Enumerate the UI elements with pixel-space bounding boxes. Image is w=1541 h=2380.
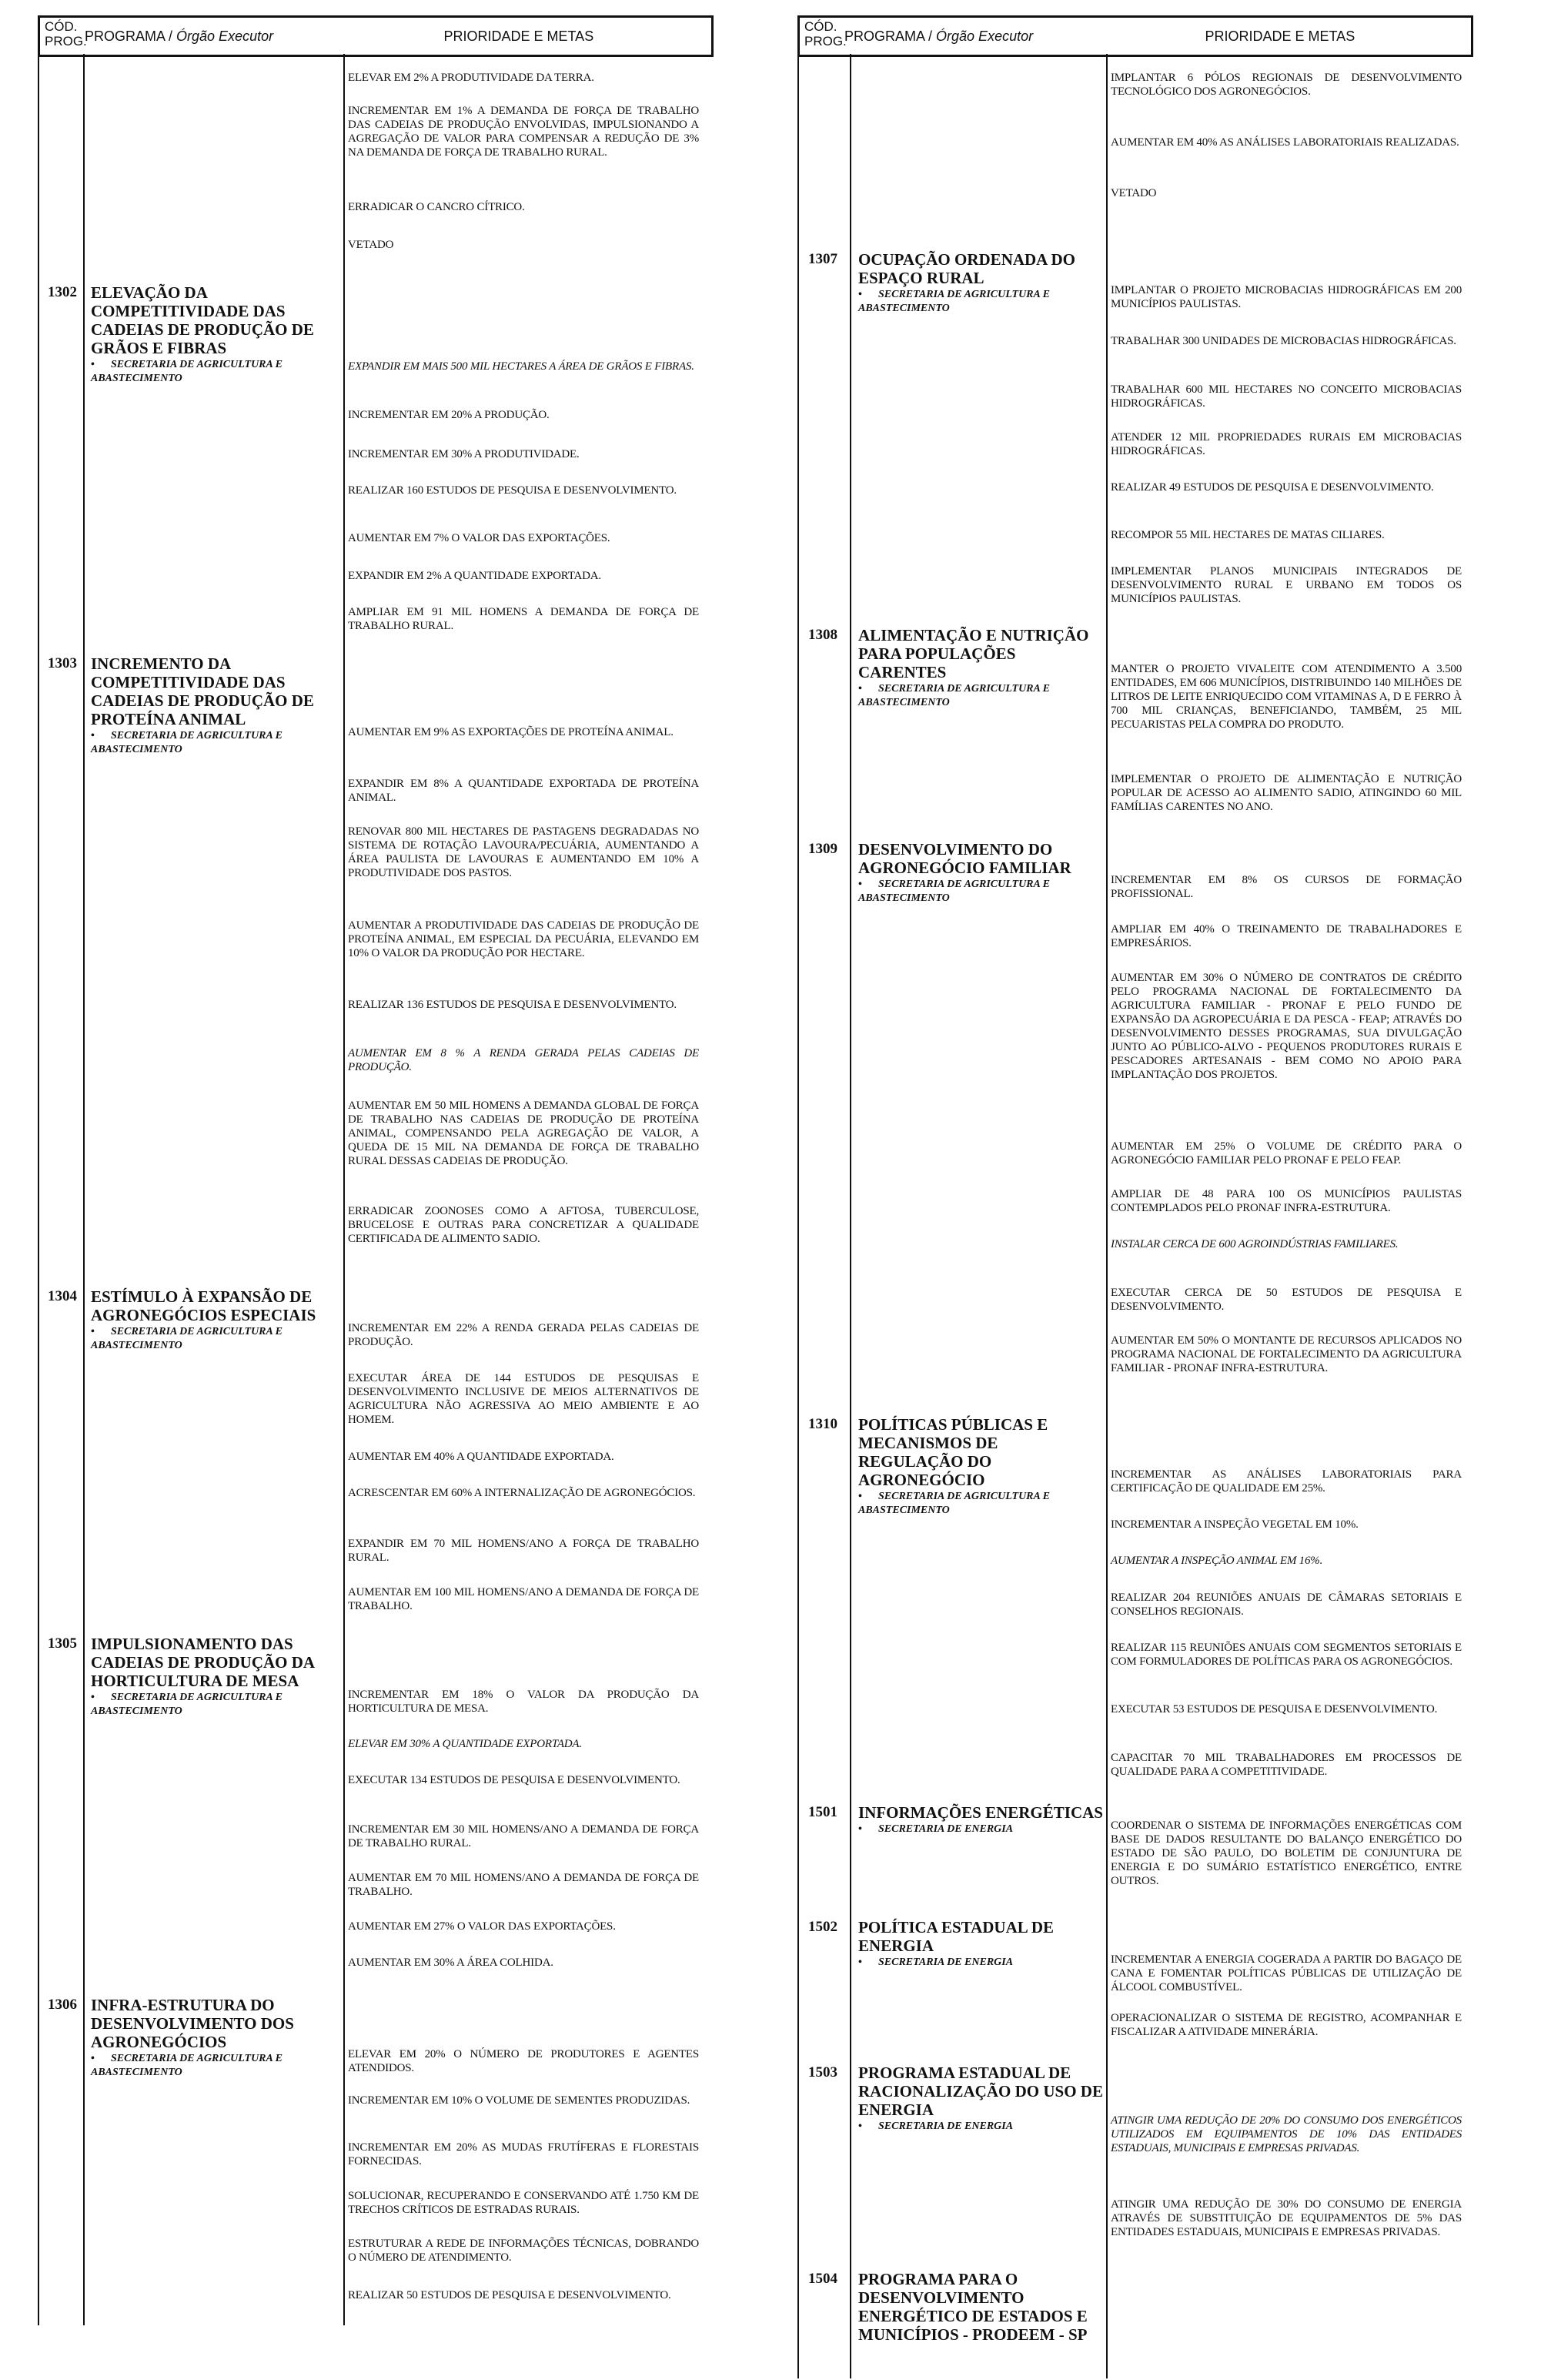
program-code: 1307	[808, 251, 837, 267]
program-block	[858, 626, 1103, 710]
program-title: ELEVAÇÃO DA COMPETITIVIDADE DAS CADEIAS DE PRODUÇÃO DE GRÃOS E FIBRAS	[91, 283, 314, 357]
organ-name: SECRETARIA DE AGRICULTURA E ABASTECIMENTO	[91, 1326, 282, 1351]
bullet-icon: •	[858, 2121, 862, 2132]
organ-name: SECRETARIA DE AGRICULTURA E ABASTECIMENTO	[858, 683, 1050, 708]
meta-item: ESTRUTURAR A REDE DE INFORMAÇÕES TÉCNICAS, DOBRANDO O NÚMERO DE ATENDIMENTO.	[348, 2238, 699, 2264]
organ-name: SECRETARIA DE ENERGIA	[878, 1823, 1014, 1835]
organ-name: SECRETARIA DE ENERGIA	[878, 2121, 1014, 2132]
program-code: 1308	[808, 627, 837, 643]
meta-item: EXPANDIR EM 70 MIL HOMENS/ANO A FORÇA DE TRABALHO RURAL.	[348, 1538, 699, 1564]
program-block	[858, 1415, 1103, 1518]
meta-item: IMPLANTAR O PROJETO MICROBACIAS HIDROGRÁFICAS EM 200 MUNICÍPIOS PAULISTAS.	[1111, 284, 1462, 310]
bullet-icon: •	[91, 359, 95, 370]
header-cod-label: CÓD.	[804, 19, 837, 34]
header-orgao-label: Órgão Executor	[936, 28, 1034, 44]
organ-name: SECRETARIA DE AGRICULTURA E ABASTECIMENTO	[91, 730, 282, 755]
meta-item: TRABALHAR 300 UNIDADES DE MICROBACIAS HIDROGRÁFICAS.	[1111, 335, 1456, 347]
meta-item: ERRADICAR ZOONOSES COMO A AFTOSA, TUBERCULOSE, BRUCELOSE E OUTRAS PARA CONCRETIZAR A QUALIDADE CERTIFICADA DE ALIMENTO SADIO.	[348, 1205, 699, 1245]
program-block	[858, 2270, 1103, 2344]
program-organ	[858, 1823, 1103, 1836]
program-title: OCUPAÇÃO ORDENADA DO ESPAÇO RURAL	[858, 250, 1075, 287]
header-orgao-label: Órgão Executor	[176, 28, 274, 44]
meta-item: VETADO	[348, 239, 394, 251]
program-code: 1304	[48, 1288, 77, 1304]
right-column-rule-1	[850, 54, 851, 2378]
meta-item: INCREMENTAR EM 8% OS CURSOS DE FORMAÇÃO PROFISSIONAL.	[1111, 874, 1462, 900]
meta-item: IMPLEMENTAR PLANOS MUNICIPAIS INTEGRADOS DE DESENVOLVIMENTO RURAL E URBANO EM TODOS OS MUNICÍPIOS PAULISTAS.	[1111, 565, 1462, 605]
right-column-rule-2	[1106, 54, 1108, 2378]
header-programa-label: PROGRAMA /	[85, 28, 177, 44]
meta-item: REALIZAR 49 ESTUDOS DE PESQUISA E DESENVOLVIMENTO.	[1111, 481, 1434, 494]
meta-item: EXECUTAR CERCA DE 50 ESTUDOS DE PESQUISA E DESENVOLVIMENTO.	[1111, 1287, 1462, 1313]
meta-item: EXECUTAR 53 ESTUDOS DE PESQUISA E DESENVOLVIMENTO.	[1111, 1703, 1438, 1716]
meta-item: ELEVAR EM 20% O NÚMERO DE PRODUTORES E AGENTES ATENDIDOS.	[348, 2048, 699, 2074]
meta-item: INCREMENTAR EM 20% A PRODUÇÃO.	[348, 409, 550, 421]
meta-item: INCREMENTAR EM 30% A PRODUTIVIDADE.	[348, 448, 580, 460]
organ-name: SECRETARIA DE AGRICULTURA E ABASTECIMENTO	[858, 1491, 1050, 1516]
meta-item: AUMENTAR EM 25% O VOLUME DE CRÉDITO PARA O AGRONEGÓCIO FAMILIAR PELO PRONAF E PELO FEAP.	[1111, 1140, 1462, 1167]
program-block	[858, 250, 1103, 316]
meta-item: COORDENAR O SISTEMA DE INFORMAÇÕES ENERGÉTICAS COM BASE DE DADOS RESULTANTE DO BALANÇO ENERGÉTICO DO ESTADO DE SÃO PAULO, DO BOLETIM DE CONJUNTURA DE ENERGIA E DO SUMÁRIO ESTATÍSTICO ENERGÉTICO, ENTRE OUTROS.	[1111, 1819, 1462, 1887]
program-block	[858, 840, 1103, 905]
meta-item: AUMENTAR EM 50% O MONTANTE DE RECURSOS APLICADOS NO PROGRAMA NACIONAL DE FORTALECIMENTO DA AGRICULTURA FAMILIAR - PRONAF INFRA-ESTRUTURA.	[1111, 1334, 1462, 1374]
meta-item: AUMENTAR EM 27% O VALOR DAS EXPORTAÇÕES.	[348, 1920, 616, 1933]
meta-item: ACRESCENTAR EM 60% A INTERNALIZAÇÃO DE AGRONEGÓCIOS.	[348, 1487, 696, 1499]
meta-item: EXPANDIR EM MAIS 500 MIL HECTARES A ÁREA DE GRÃOS E FIBRAS.	[348, 360, 694, 373]
meta-item: EXPANDIR EM 8% A QUANTIDADE EXPORTADA DE PROTEÍNA ANIMAL.	[348, 778, 699, 804]
bullet-icon: •	[858, 1823, 862, 1835]
program-organ	[858, 682, 1103, 710]
meta-item: REALIZAR 50 ESTUDOS DE PESQUISA E DESENVOLVIMENTO.	[348, 2289, 671, 2301]
meta-item: MANTER O PROJETO VIVALEITE COM ATENDIMENTO A 3.500 ENTIDADES, EM 606 MUNICÍPIOS, DISTRIBUINDO 140 MILHÕES DE LITROS DE LEITE ENRIQUECIDO COM VITAMINAS A, D E FERRO À 700 MIL CRIANÇAS, BENEFICIANDO, TAMBÉM, 25 MIL PECUARISTAS PELA COMPRA DO PRODUTO.	[1111, 663, 1462, 731]
meta-item: RENOVAR 800 MIL HECTARES DE PASTAGENS DEGRADADAS NO SISTEMA DE ROTAÇÃO LAVOURA/PECUÁRIA, AUMENTANDO A ÁREA PAULISTA DE LAVOURAS E AUMENTANDO EM 10% A PRODUTIVIDADE DOS PASTOS.	[348, 825, 699, 879]
meta-item: IMPLANTAR 6 PÓLOS REGIONAIS DE DESENVOLVIMENTO TECNOLÓGICO DOS AGRONEGÓCIOS.	[1111, 72, 1462, 98]
meta-item: AUMENTAR EM 30% A ÁREA COLHIDA.	[348, 1957, 553, 1969]
bullet-icon: •	[858, 1957, 862, 1968]
meta-item: IMPLEMENTAR O PROJETO DE ALIMENTAÇÃO E NUTRIÇÃO POPULAR DE ACESSO AO ALIMENTO SADIO, ATINGINDO 60 MIL FAMÍLIAS CARENTES NO ANO.	[1111, 773, 1462, 813]
header-cod-prog	[804, 19, 847, 49]
meta-item: AUMENTAR EM 100 MIL HOMENS/ANO A DEMANDA DE FORÇA DE TRABALHO.	[348, 1586, 699, 1612]
bullet-icon: •	[91, 1692, 95, 1703]
right-column-rule-0	[797, 54, 799, 2378]
meta-item: EXECUTAR ÁREA DE 144 ESTUDOS DE PESQUISAS E DESENVOLVIMENTO INCLUSIVE DE MEIOS ALTERNATIVOS DE AGRICULTURA NÃO AGRESSIVA AO MEIO AMBIENTE E AO HOMEM.	[348, 1372, 699, 1426]
bullet-icon: •	[91, 730, 95, 741]
organ-name: SECRETARIA DE AGRICULTURA E ABASTECIMENTO	[91, 1692, 282, 1717]
bullet-icon: •	[858, 683, 862, 695]
program-organ	[858, 2120, 1103, 2134]
program-title: POLÍTICAS PÚBLICAS E MECANISMOS DE REGULAÇÃO DO AGRONEGÓCIO	[858, 1415, 1048, 1489]
meta-item: AMPLIAR EM 91 MIL HOMENS A DEMANDA DE FORÇA DE TRABALHO RURAL.	[348, 606, 699, 632]
meta-item: AUMENTAR EM 7% O VALOR DAS EXPORTAÇÕES.	[348, 532, 610, 544]
program-title: INFORMAÇÕES ENERGÉTICAS	[858, 1803, 1103, 1822]
meta-item: AMPLIAR DE 48 PARA 100 OS MUNICÍPIOS PAULISTAS CONTEMPLADOS PELO PRONAF INFRA-ESTRUTURA.	[1111, 1188, 1462, 1214]
program-title: IMPULSIONAMENTO DAS CADEIAS DE PRODUÇÃO DA HORTICULTURA DE MESA	[91, 1635, 314, 1690]
meta-item: REALIZAR 160 ESTUDOS DE PESQUISA E DESENVOLVIMENTO.	[348, 484, 677, 497]
meta-item: AUMENTAR EM 8 % A RENDA GERADA PELAS CADEIAS DE PRODUÇÃO.	[348, 1047, 699, 1073]
program-organ	[858, 1956, 1103, 1970]
program-title: INCREMENTO DA COMPETITIVIDADE DAS CADEIAS DE PRODUÇÃO DE PROTEÍNA ANIMAL	[91, 654, 314, 728]
program-code: 1310	[808, 1416, 837, 1432]
meta-item: EXECUTAR 134 ESTUDOS DE PESQUISA E DESENVOLVIMENTO.	[348, 1774, 680, 1786]
header-programa-label: PROGRAMA /	[844, 28, 937, 44]
meta-item: AUMENTAR EM 40% A QUANTIDADE EXPORTADA.	[348, 1451, 614, 1463]
meta-item: INCREMENTAR AS ANÁLISES LABORATORIAIS PARA CERTIFICAÇÃO DE QUALIDADE EM 25%.	[1111, 1468, 1462, 1495]
meta-item: ERRADICAR O CANCRO CÍTRICO.	[348, 201, 525, 213]
program-title: PROGRAMA ESTADUAL DE RACIONALIZAÇÃO DO USO DE ENERGIA	[858, 2064, 1103, 2119]
meta-item: ATENDER 12 MIL PROPRIEDADES RURAIS EM MICROBACIAS HIDROGRÁFICAS.	[1111, 431, 1462, 457]
bullet-icon: •	[858, 1491, 862, 1502]
meta-item: REALIZAR 204 REUNIÕES ANUAIS DE CÂMARAS SETORIAIS E CONSELHOS REGIONAIS.	[1111, 1592, 1462, 1618]
program-title: DESENVOLVIMENTO DO AGRONEGÓCIO FAMILIAR	[858, 840, 1071, 877]
bullet-icon: •	[858, 879, 862, 890]
right-table-header	[797, 15, 1473, 57]
meta-item: AUMENTAR A PRODUTIVIDADE DAS CADEIAS DE PRODUÇÃO DE PROTEÍNA ANIMAL, EM ESPECIAL DA PECUÁRIA, ELEVANDO EM 10% O VALOR DA PRODUÇÃO POR HECTARE.	[348, 919, 699, 959]
meta-item: AUMENTAR EM 70 MIL HOMENS/ANO A DEMANDA DE FORÇA DE TRABALHO.	[348, 1872, 699, 1898]
meta-item: TRABALHAR 600 MIL HECTARES NO CONCEITO MICROBACIAS HIDROGRÁFICAS.	[1111, 383, 1462, 410]
meta-item: REALIZAR 136 ESTUDOS DE PESQUISA E DESENVOLVIMENTO.	[348, 999, 677, 1011]
meta-item: RECOMPOR 55 MIL HECTARES DE MATAS CILIARES.	[1111, 529, 1385, 541]
program-code: 1306	[48, 1997, 77, 2013]
meta-item: SOLUCIONAR, RECUPERANDO E CONSERVANDO ATÉ 1.750 KM DE TRECHOS CRÍTICOS DE ESTRADAS RURAIS.	[348, 2190, 699, 2216]
meta-item: INCREMENTAR EM 20% AS MUDAS FRUTÍFERAS E FLORESTAIS FORNECIDAS.	[348, 2141, 699, 2167]
meta-item: OPERACIONALIZAR O SISTEMA DE REGISTRO, ACOMPANHAR E FISCALIZAR A ATIVIDADE MINERÁRIA.	[1111, 2012, 1462, 2038]
meta-item: AUMENTAR A INSPEÇÃO ANIMAL EM 16%.	[1111, 1555, 1323, 1567]
meta-item: ATINGIR UMA REDUÇÃO DE 20% DO CONSUMO DOS ENERGÉTICOS UTILIZADOS EM EQUIPAMENTOS DE 10% DAS ENTIDADES ESTADUAIS, MUNICIPAIS E EMPRESAS PRIVADAS.	[1111, 2114, 1462, 2154]
bullet-icon: •	[858, 289, 862, 300]
header-prioridade-metas: PRIORIDADE E METAS	[443, 28, 594, 44]
organ-name: SECRETARIA DE AGRICULTURA E ABASTECIMENTO	[91, 359, 282, 384]
header-prog-label: PROG.	[45, 34, 87, 49]
organ-name: SECRETARIA DE AGRICULTURA E ABASTECIMENTO	[858, 289, 1050, 314]
organ-name: SECRETARIA DE ENERGIA	[878, 1957, 1014, 1968]
program-code: 1502	[808, 1919, 837, 1935]
meta-item: ATINGIR UMA REDUÇÃO DE 30% DO CONSUMO DE ENERGIA ATRAVÉS DE SUBSTITUIÇÃO DE EQUIPAMENTOS DE 5% DAS ENTIDADES ESTADUAIS, MUNICIPAIS E EMPRESAS PRIVADAS.	[1111, 2198, 1462, 2238]
program-code: 1309	[808, 841, 837, 857]
meta-item: INCREMENTAR EM 1% A DEMANDA DE FORÇA DE TRABALHO DAS CADEIAS DE PRODUÇÃO ENVOLVIDAS, IMPULSIONANDO A AGREGAÇÃO DE VALOR PARA COMPENSAR A REDUÇÃO DE 3% NA DEMANDA DE FORÇA DE TRABALHO RURAL.	[348, 105, 699, 159]
program-title: POLÍTICA ESTADUAL DE ENERGIA	[858, 1918, 1055, 1955]
meta-item: CAPACITAR 70 MIL TRABALHADORES EM PROCESSOS DE QUALIDADE PARA A COMPETITIVIDADE.	[1111, 1752, 1462, 1778]
meta-item: VETADO	[1111, 187, 1157, 199]
bullet-icon: •	[91, 2053, 95, 2064]
program-block	[858, 2064, 1103, 2134]
meta-item: ELEVAR EM 30% A QUANTIDADE EXPORTADA.	[348, 1738, 582, 1750]
meta-item: INCREMENTAR A INSPEÇÃO VEGETAL EM 10%.	[1111, 1518, 1359, 1531]
program-title: INFRA-ESTRUTURA DO DESENVOLVIMENTO DOS AGRONEGÓCIOS	[91, 1996, 294, 2051]
meta-item: REALIZAR 115 REUNIÕES ANUAIS COM SEGMENTOS SETORIAIS E COM FORMULADORES DE POLÍTICAS PARA OS AGRONEGÓCIOS.	[1111, 1642, 1462, 1668]
header-programa	[844, 28, 1033, 45]
program-block	[858, 1918, 1103, 1970]
meta-item: INCREMENTAR EM 30 MIL HOMENS/ANO A DEMANDA DE FORÇA DE TRABALHO RURAL.	[348, 1823, 699, 1849]
bullet-icon: •	[91, 1326, 95, 1337]
meta-item: AUMENTAR EM 50 MIL HOMENS A DEMANDA GLOBAL DE FORÇA DE TRABALHO NAS CADEIAS DE PRODUÇÃO DE PROTEÍNA ANIMAL, COMPENSANDO PELA AGREGAÇÃO DE VALOR, A QUEDA DE 15 MIL NA DEMANDA DE FORÇA DE TRABALHO RURAL DESSAS CADEIAS DE PRODUÇÃO.	[348, 1100, 699, 1167]
program-title: PROGRAMA PARA O DESENVOLVIMENTO ENERGÉTICO DE ESTADOS E MUNICÍPIOS - PRODEEM - SP	[858, 2270, 1088, 2344]
program-title: ALIMENTAÇÃO E NUTRIÇÃO PARA POPULAÇÕES CARENTES	[858, 626, 1089, 681]
meta-item: INCREMENTAR EM 18% O VALOR DA PRODUÇÃO DA HORTICULTURA DE MESA.	[348, 1689, 699, 1715]
header-prog-label: PROG.	[804, 34, 847, 49]
meta-item: INCREMENTAR EM 22% A RENDA GERADA PELAS CADEIAS DE PRODUÇÃO.	[348, 1322, 699, 1348]
program-organ	[858, 288, 1103, 316]
header-cod-label: CÓD.	[45, 19, 78, 34]
meta-item: AUMENTAR EM 30% O NÚMERO DE CONTRATOS DE CRÉDITO PELO PROGRAMA NACIONAL DE FORTALECIMENTO DA AGRICULTURA FAMILIAR - PRONAF E PELO FUNDO DE EXPANSÃO DA AGROPECUÁRIA E DA PESCA - FEAP; ATRAVÉS DO DESENVOLVIMENTO DESSES PROGRAMAS, SUA DIVULGAÇÃO JUNTO AO PÚBLICO-ALVO - PEQUENOS PRODUTORES RURAIS E PESCADORES ARTESANAIS - BEM COMO NO APOIO PARA IMPLANTAÇÃO DOS PROJETOS.	[1111, 972, 1462, 1081]
program-block	[858, 1803, 1103, 1836]
program-organ	[858, 878, 1103, 905]
program-organ	[858, 1490, 1103, 1518]
program-code: 1504	[808, 2271, 837, 2287]
meta-item: AUMENTAR EM 40% AS ANÁLISES LABORATORIAIS REALIZADAS.	[1111, 136, 1459, 149]
meta-item: INCREMENTAR EM 10% O VOLUME DE SEMENTES PRODUZIDAS.	[348, 2094, 690, 2107]
organ-name: SECRETARIA DE AGRICULTURA E ABASTECIMENTO	[91, 2053, 282, 2078]
meta-item: ELEVAR EM 2% A PRODUTIVIDADE DA TERRA.	[348, 72, 594, 84]
program-code: 1501	[808, 1804, 837, 1820]
meta-item: AMPLIAR EM 40% O TREINAMENTO DE TRABALHADORES E EMPRESÁRIOS.	[1111, 923, 1462, 949]
program-code: 1503	[808, 2064, 837, 2080]
program-title: ESTÍMULO À EXPANSÃO DE AGRONEGÓCIOS ESPECIAIS	[91, 1287, 316, 1324]
header-prioridade-metas: PRIORIDADE E METAS	[1205, 28, 1355, 44]
meta-item: INSTALAR CERCA DE 600 AGROINDÚSTRIAS FAMILIARES.	[1111, 1238, 1399, 1250]
program-code: 1305	[48, 1635, 77, 1652]
meta-item: AUMENTAR EM 9% AS EXPORTAÇÕES DE PROTEÍNA ANIMAL.	[348, 726, 674, 738]
program-code: 1302	[48, 284, 77, 300]
meta-item: INCREMENTAR A ENERGIA COGERADA A PARTIR DO BAGAÇO DE CANA E FOMENTAR POLÍTICAS PÚBLICAS DE UTILIZAÇÃO DE ÁLCOOL COMBUSTÍVEL.	[1111, 1953, 1462, 1993]
meta-item: EXPANDIR EM 2% A QUANTIDADE EXPORTADA.	[348, 570, 601, 582]
organ-name: SECRETARIA DE AGRICULTURA E ABASTECIMENTO	[858, 879, 1050, 904]
program-code: 1303	[48, 655, 77, 671]
